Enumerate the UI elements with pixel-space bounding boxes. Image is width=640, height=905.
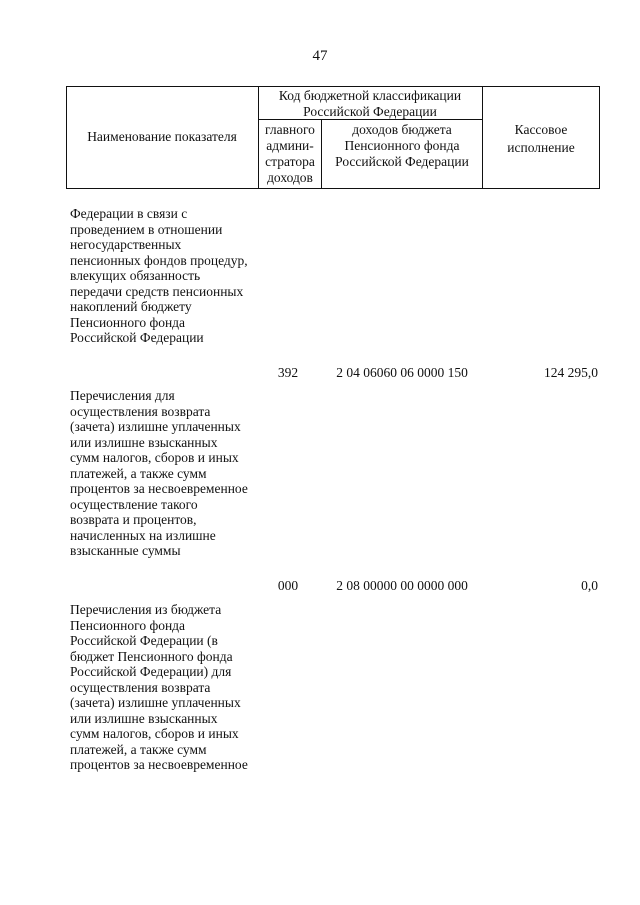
page-number: 47 [312, 48, 328, 64]
header-divider-admin [321, 119, 322, 189]
row-2-income-code: 2 08 00000 00 0000 000 [336, 578, 468, 593]
header-code-group-bottom [258, 119, 483, 120]
header-income-column: доходов бюджета Пенсионного фонда Российской Федерации [335, 122, 469, 169]
header-code-group: Код бюджетной классификации Российской Федерации [278, 88, 462, 119]
header-admin-column: главного админи-стратора доходов [265, 122, 315, 185]
row-1-amount: 124 295,0 [544, 365, 598, 380]
header-bottom-border [66, 188, 600, 189]
header-right-border [599, 86, 600, 189]
header-name-column: Наименование показателя [87, 129, 237, 144]
row-3-name: Перечисления из бюджета Пенсионного фонда Российской Федерации (в бюджет Пенсионного фонда Российской Федерации) для осуществления возврата (зачета) излишне уплаченных или излишне взысканных сумм налогов, сборов и иных платежей, а также сумм процентов за несвоевременное [70, 602, 248, 772]
header-divider-exec [482, 86, 483, 189]
row-1-admin-code: 392 [277, 365, 299, 380]
row-2-admin-code: 000 [277, 578, 299, 593]
row-1-income-code: 2 04 06060 06 0000 150 [336, 365, 468, 380]
row-2-amount: 0,0 [581, 578, 598, 593]
header-left-border [66, 86, 67, 189]
row-1-name: Федерации в связи с проведением в отношении негосударственных пенсионных фондов процедур, влекущих обязанность передачи средств пенсионных накоплений бюджету Пенсионного фонда Российской Федерации [70, 206, 248, 345]
header-top-border [66, 86, 600, 87]
row-2-name: Перечисления для осуществления возврата (зачета) излишне уплаченных или излишне взысканных сумм налогов, сборов и иных платежей, а также сумм процентов за несвоевременное осуществление такого возврата и процентов, начисленных на излишне взысканные суммы [70, 388, 248, 558]
header-exec-column: Кассовое исполнение [507, 122, 575, 155]
